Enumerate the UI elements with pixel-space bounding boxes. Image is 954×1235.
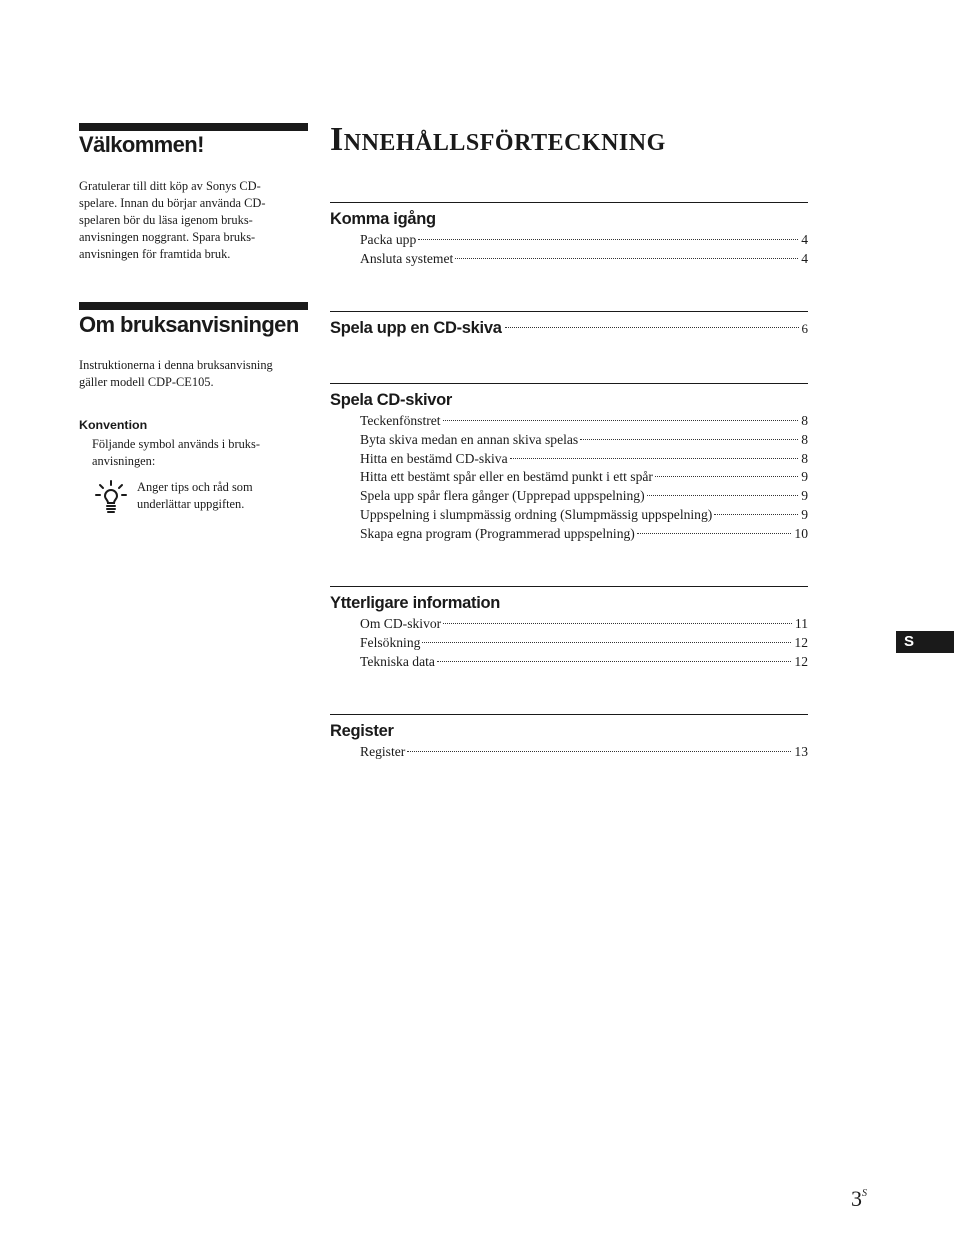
welcome-text-line: anvisningen noggrant. Spara bruks- <box>79 230 256 244</box>
toc-entry[interactable] <box>360 450 808 469</box>
convention-text-line: anvisningen: <box>92 454 156 468</box>
toc-entries <box>360 743 808 762</box>
toc-entry[interactable] <box>360 487 808 506</box>
welcome-text-line: anvisningen för framtida bruk. <box>79 247 231 261</box>
toc-entry-page: 9 <box>801 488 808 504</box>
lightbulb-tip-icon <box>94 479 128 515</box>
toc-entries <box>360 615 808 671</box>
section-rule <box>330 202 808 203</box>
toc-entry-title: Tekniska data <box>360 653 435 669</box>
toc-entry-title: Byta skiva medan en annan skiva spelas <box>360 431 579 447</box>
toc-entry[interactable] <box>360 431 808 450</box>
toc-entry[interactable] <box>360 468 808 487</box>
about-heading-bar <box>79 302 308 310</box>
section-heading: Ytterligare information <box>330 594 501 612</box>
toc-entry-title: Teckenfönstret <box>360 413 441 428</box>
page-number-suffix: S <box>862 1188 867 1199</box>
convention-text-line: Följande symbol används i bruks- <box>92 437 260 451</box>
toc-entry-title: Om CD-skivor <box>360 616 442 631</box>
toc-section <box>330 202 808 269</box>
leader-dots <box>422 642 791 643</box>
toc-entry-page: 11 <box>794 616 808 631</box>
leader-dots <box>505 327 799 328</box>
toc-entries <box>360 231 808 269</box>
toc-entry-title: Hitta ett bestämt spår eller en bestämd punkt i ett spår <box>360 469 653 485</box>
section-heading: Komma igång <box>330 210 436 228</box>
toc-entry[interactable] <box>360 615 808 634</box>
section-rule <box>330 714 808 715</box>
toc-entry[interactable] <box>360 743 808 762</box>
welcome-text-line: Gratulerar till ditt köp av Sonys CD- <box>79 179 261 193</box>
toc-section <box>330 714 808 762</box>
leader-dots <box>437 661 791 662</box>
welcome-text <box>79 178 308 263</box>
toc-entry[interactable] <box>360 412 808 431</box>
leader-dots <box>418 239 798 240</box>
toc-entry-page: 4 <box>801 232 808 247</box>
leader-dots <box>443 420 799 421</box>
toc-entry[interactable] <box>360 634 808 653</box>
toc-entries <box>360 412 808 544</box>
language-tab: S <box>896 631 954 653</box>
leader-dots <box>580 439 798 440</box>
toc-entry-page: 13 <box>794 744 808 759</box>
toc-entry-page: 9 <box>801 469 808 485</box>
section-heading: Spela CD-skivor <box>330 391 453 409</box>
welcome-heading: Välkommen! <box>79 132 204 157</box>
toc-entry[interactable] <box>360 525 808 544</box>
tip-text-line: Anger tips och råd som <box>137 480 253 494</box>
section-heading: Spela upp en CD-skiva <box>330 319 502 337</box>
section-rule <box>330 383 808 384</box>
toc-entry-page: 6 <box>801 321 808 336</box>
toc-entry-page: 4 <box>801 250 808 266</box>
toc-entry-page: 12 <box>794 634 808 650</box>
section-rule <box>330 311 808 312</box>
welcome-text-line: spelare. Innan du börjar använda CD- <box>79 196 266 210</box>
toc-section <box>330 586 808 671</box>
leader-dots <box>647 495 799 496</box>
toc-entry-page: 8 <box>801 431 808 447</box>
toc-entry[interactable] <box>360 250 808 269</box>
section-rule <box>330 586 808 587</box>
toc-entry-page: 9 <box>801 506 808 522</box>
leader-dots <box>510 458 799 459</box>
toc-entry[interactable] <box>360 653 808 672</box>
toc-entry-title: Hitta en bestämd CD-skiva <box>360 450 508 466</box>
toc-section <box>330 311 808 340</box>
toc-title: Innehållsförteckning <box>330 121 666 158</box>
about-heading: Om bruksanvisningen <box>79 312 299 337</box>
toc-entry-page: 10 <box>794 525 808 541</box>
leader-dots <box>637 533 792 534</box>
tip-text <box>137 479 308 513</box>
about-text <box>79 357 308 391</box>
about-text-line: Instruktionerna i denna bruksanvisning <box>79 358 273 372</box>
toc-entry-title: Ansluta systemet <box>360 250 454 266</box>
convention-text <box>92 436 308 470</box>
toc-entry[interactable] <box>360 231 808 250</box>
toc-entry-page: 12 <box>794 653 808 669</box>
about-text-line: gäller modell CDP-CE105. <box>79 375 214 389</box>
toc-entry-title: Packa upp <box>360 232 417 247</box>
tip-text-line: underlättar uppgiften. <box>137 497 245 511</box>
leader-dots <box>455 258 798 259</box>
page-number-value: 3 <box>851 1186 862 1211</box>
leader-dots <box>655 476 798 477</box>
toc-entry[interactable] <box>360 506 808 525</box>
convention-heading: Konvention <box>79 418 148 432</box>
leader-dots <box>407 751 791 752</box>
welcome-heading-bar <box>79 123 308 131</box>
section-heading: Register <box>330 722 394 740</box>
toc-section <box>330 383 808 544</box>
toc-entry-page: 8 <box>801 450 808 466</box>
toc-entry-title: Spela upp spår flera gånger (Upprepad uppspelning) <box>360 488 645 504</box>
welcome-text-line: spelaren bör du läsa igenom bruks- <box>79 213 253 227</box>
page-number <box>851 1186 867 1212</box>
toc-entry-title: Skapa egna program (Programmerad uppspelning) <box>360 525 635 541</box>
toc-entry[interactable] <box>330 316 808 340</box>
leader-dots <box>443 623 792 624</box>
toc-entry-title: Register <box>360 744 406 759</box>
toc-entry-page: 8 <box>801 413 808 428</box>
leader-dots <box>714 514 798 515</box>
toc-entry-title: Uppspelning i slumpmässig ordning (Slumpmässig uppspelning) <box>360 506 713 522</box>
toc-entry-title: Felsökning <box>360 634 421 650</box>
